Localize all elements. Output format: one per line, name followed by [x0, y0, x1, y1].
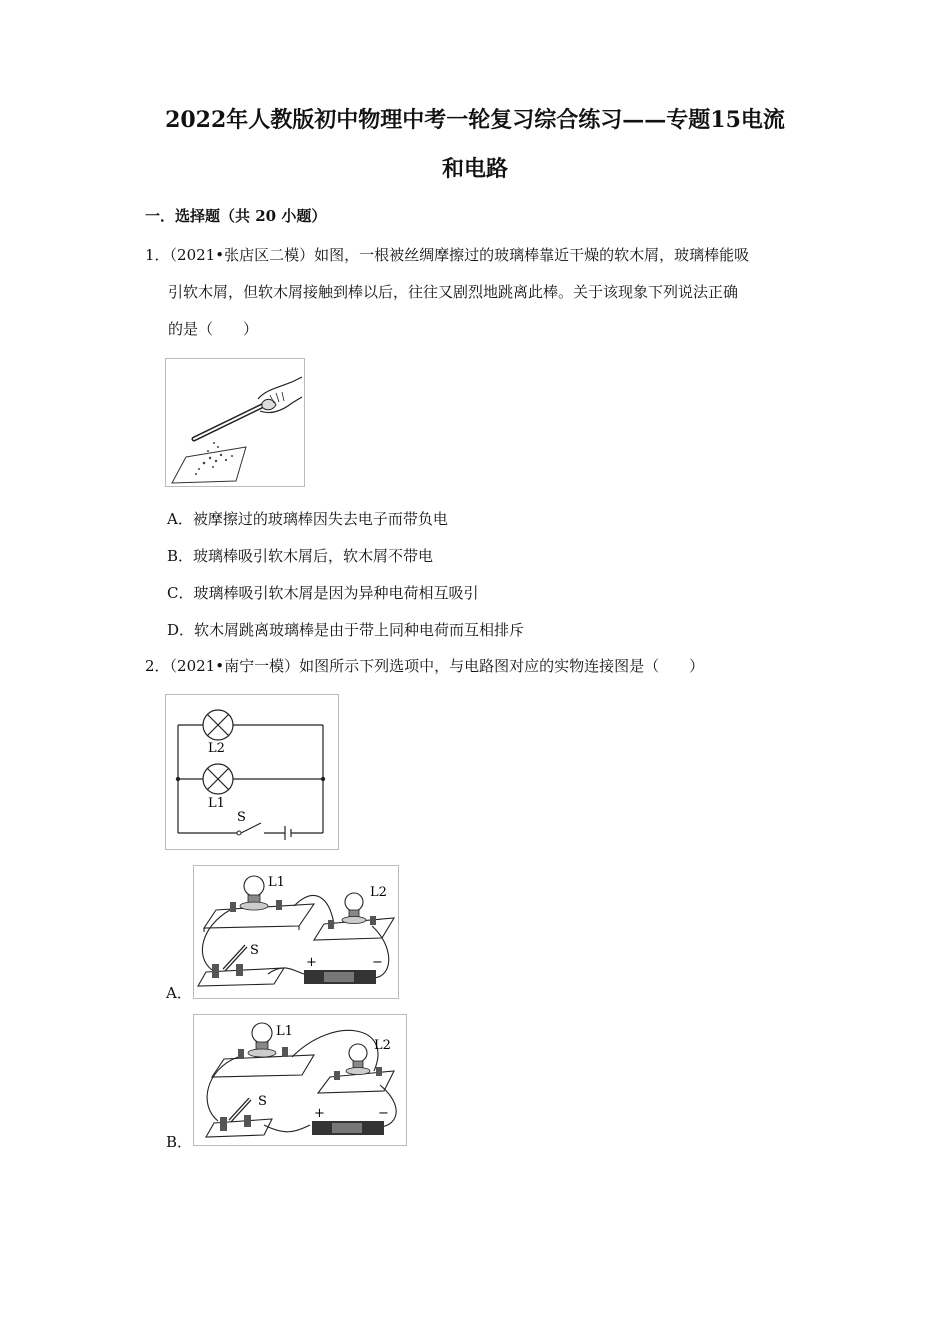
- physical-circuit-a: [194, 866, 398, 998]
- question-1: [145, 237, 825, 348]
- document-title-line2: 和电路: [441, 156, 508, 182]
- question-1-option-b: B．玻璃棒吸引软木屑后，软木屑不带电: [167, 547, 434, 565]
- option-a-battery-plus: +: [306, 955, 317, 970]
- option-b-label-s: S: [258, 1094, 267, 1109]
- option-b-battery-minus: −: [378, 1106, 389, 1121]
- option-a-label-l2: L2: [370, 885, 387, 900]
- question-1-line2: 引软木屑，但软木屑接触到棒以后，往往又剧烈地跳离此棒。关于该现象下列说法正确: [168, 283, 739, 301]
- schematic-label-s: S: [237, 810, 246, 825]
- section-heading: 一．选择题（共 20 小题）: [145, 207, 327, 225]
- question-2-option-b-figure: [193, 1014, 407, 1146]
- glass-rod-illustration: [166, 359, 304, 486]
- question-1-figure: [165, 358, 305, 487]
- option-b-battery-plus: +: [314, 1106, 325, 1121]
- option-a-label-l1: L1: [268, 875, 285, 890]
- question-1-option-a: A．被摩擦过的玻璃棒因失去电子而带负电: [167, 510, 448, 528]
- option-a-battery-minus: −: [372, 955, 383, 970]
- circuit-schematic-figure: [165, 694, 339, 850]
- question-1-option-d: D．软木屑跳离玻璃棒是由于带上同种电荷而互相排斥: [167, 621, 525, 639]
- question-2-option-a-figure: [193, 865, 399, 999]
- physical-circuit-b: [194, 1015, 406, 1145]
- option-a-label-s: S: [250, 943, 259, 958]
- schematic-label-l2: L2: [208, 741, 225, 756]
- document-title-line1: 2022年人教版初中物理中考一轮复习综合练习——专题15电流: [165, 107, 785, 133]
- question-1-line1: 1．（2021•张店区二模）如图，一根被丝绸摩擦过的玻璃棒靠近干燥的软木屑，玻璃棒能吸: [145, 246, 750, 264]
- question-2: [145, 648, 825, 685]
- question-2-option-b-label: B．: [166, 1133, 193, 1151]
- option-b-label-l1: L1: [276, 1024, 293, 1039]
- question-1-option-c: C．玻璃棒吸引软木屑是因为异种电荷相互吸引: [167, 584, 479, 602]
- circuit-schematic: [166, 695, 338, 849]
- schematic-label-l1: L1: [208, 796, 225, 811]
- option-b-label-l2: L2: [374, 1038, 391, 1053]
- question-2-option-a-label: A．: [166, 984, 192, 1002]
- question-2-line1: 2．（2021•南宁一模）如图所示下列选项中，与电路图对应的实物连接图是（ ）: [145, 657, 705, 675]
- question-1-line3: 的是（ ）: [168, 320, 259, 338]
